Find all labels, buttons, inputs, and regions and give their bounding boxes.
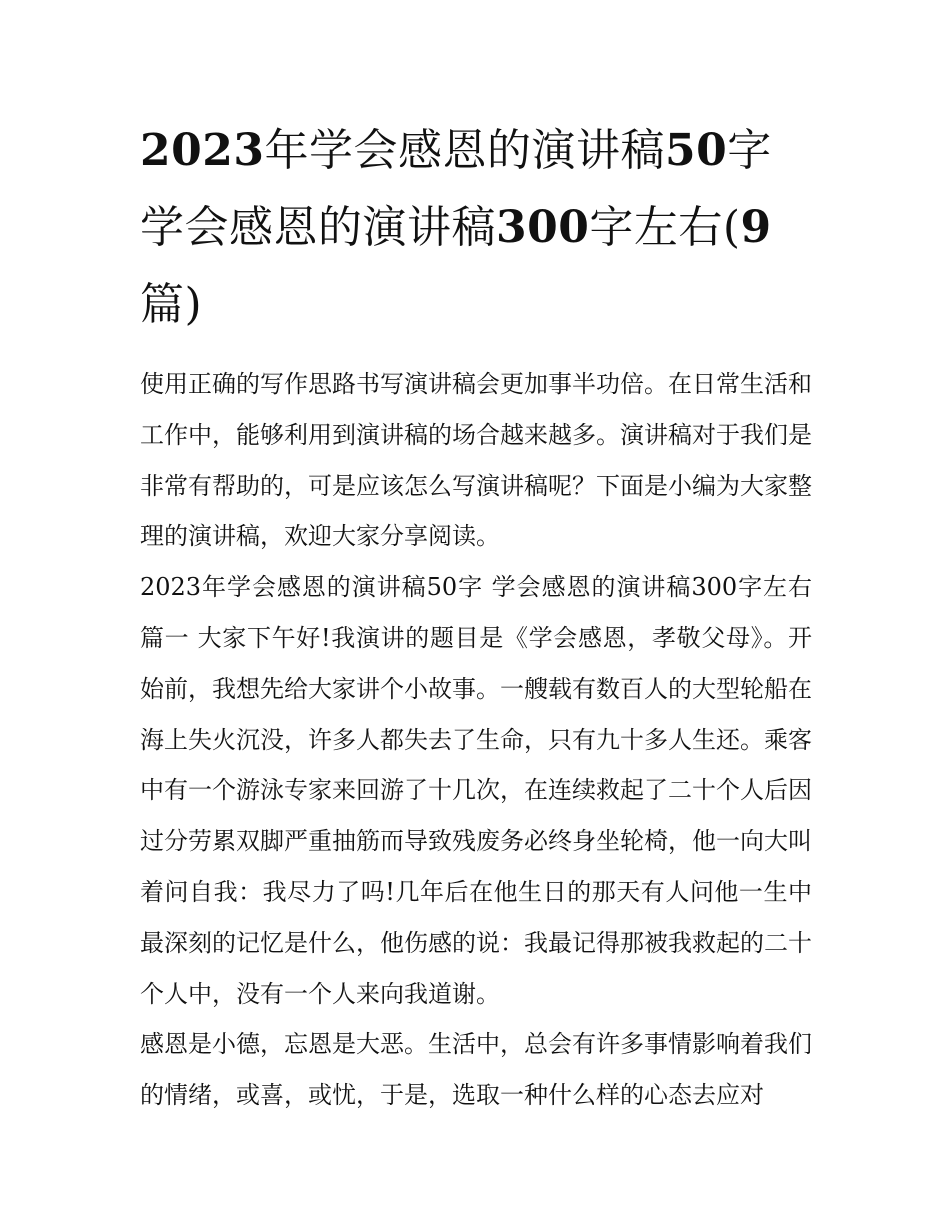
title-number: 300 [496,202,590,253]
document-body [140,359,812,1121]
paragraph-gratitude: 感恩是小德，忘恩是大恶。生活中，总会有许多事情影响着我们的情绪，或喜，或忧，于是，选取一种什么样的心态去应对 [140,1030,812,1110]
title-number: 2023 [140,125,265,176]
paragraph-intro: 使用正确的写作思路书写演讲稿会更加事半功倍。在日常生活和工作中，能够利用到演讲稿的场合越来越多。演讲稿对于我们是非常有帮助的，可是应该怎么写演讲稿呢？下面是小编为大家整理的演讲稿，欢迎大家分享阅读。 [140,370,812,551]
paragraph-story: 2023年学会感恩的演讲稿50字 学会感恩的演讲稿300字左右篇一 大家下午好!我演讲的题目是《学会感恩，孝敬父母》。开始前，我想先给大家讲个小故事。一艘载有数百人的大型轮船在海上失火沉没，许多人都失去了生命，只有九十多人生还。乘客中有一个游泳专家来回游了十几次，在连续救起了二十个人后因过分劳累双脚严重抽筋而导致残废务必终身坐轮椅，他一向大叫着问自我：我尽力了吗!几年后在他生日的那天有人问他一生中最深刻的记忆是什么，他伤感的说：我最记得那被我救起的二十个人中，没有一个人来向我道谢。 [140,573,812,1008]
title-number: 50 [664,125,728,176]
document-content [140,112,812,1121]
title-number: 9 [740,202,772,253]
document-title: 2023年学会感恩的演讲稿50字 学会感恩的演讲稿300字左右(9篇) [140,125,772,330]
